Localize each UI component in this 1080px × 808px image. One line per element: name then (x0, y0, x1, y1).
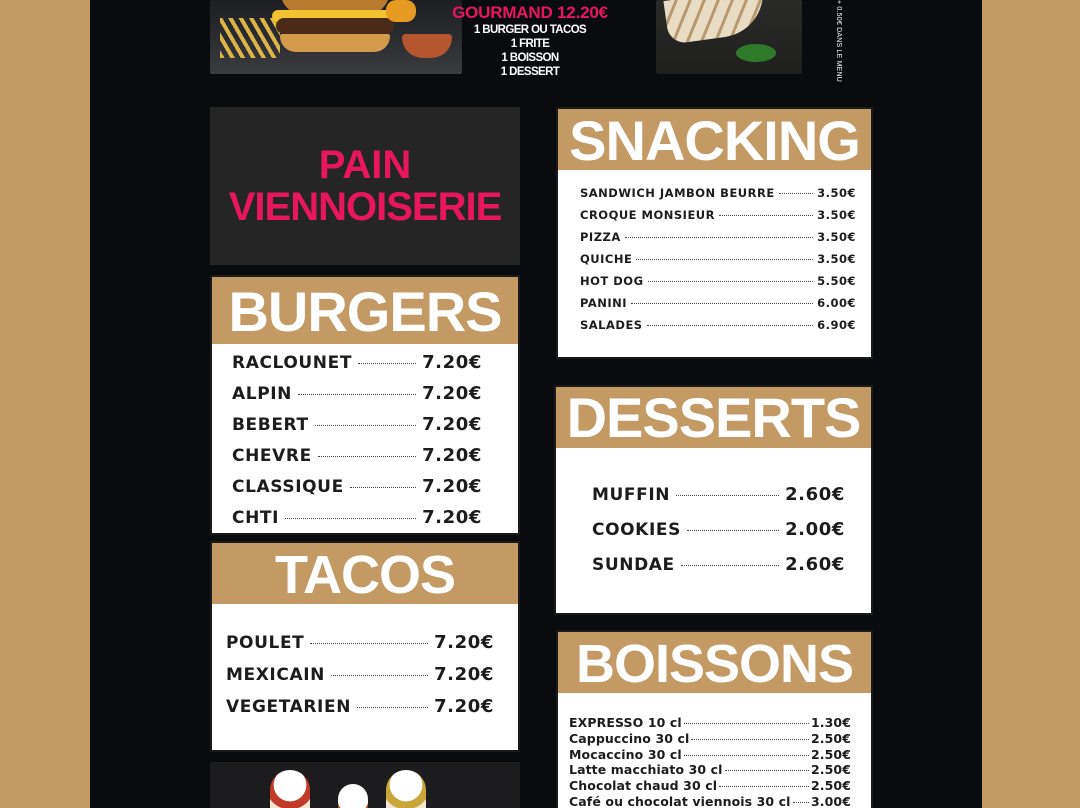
item-price: 3.00€ (810, 793, 851, 808)
leader-dots (350, 487, 416, 488)
desserts-title: DESSERTS (556, 387, 871, 448)
item-price: 2.50€ (810, 778, 851, 794)
tacos-item (226, 696, 494, 728)
item-price: 3.50€ (817, 252, 856, 266)
snacking-title: SNACKING (558, 109, 871, 170)
item-name: RACLOUNET (232, 353, 353, 373)
snacking-card (556, 107, 873, 359)
leader-dots (684, 755, 809, 756)
burgers-item (232, 352, 482, 383)
promo-line: 1 FRITE (510, 38, 550, 50)
leader-dots (681, 565, 779, 566)
leader-dots (779, 193, 813, 194)
leader-dots (631, 303, 813, 304)
side-note: + 0.50€ DANS LE MENU (835, 0, 842, 83)
boissons-item (569, 715, 851, 731)
viennoiserie-title: VIENNOISERIE (228, 185, 502, 229)
promo-title: GOURMAND 12.20€ (452, 3, 608, 22)
item-name: SANDWICH JAMBON BEURRE (580, 186, 775, 200)
leader-dots (285, 518, 416, 519)
item-price: 7.20€ (422, 414, 482, 435)
item-price: 7.20€ (422, 383, 482, 404)
leader-dots (647, 325, 814, 326)
menu-board (90, 0, 982, 808)
item-price: 7.20€ (434, 664, 494, 685)
item-name: COOKIES (592, 520, 681, 540)
item-price: 7.20€ (422, 476, 482, 497)
item-name: POULET (226, 633, 305, 653)
desserts-item (592, 519, 845, 554)
item-name: Cappuccino 30 cl (569, 730, 690, 746)
leader-dots (793, 802, 809, 803)
promo-offer (430, 0, 630, 79)
item-price: 3.50€ (817, 230, 856, 244)
leader-dots (318, 456, 416, 457)
burgers-item (232, 414, 482, 445)
item-name: MEXICAIN (226, 665, 325, 685)
boissons-item (569, 762, 851, 778)
item-price: 2.50€ (810, 730, 851, 746)
item-price: 5.50€ (817, 274, 856, 288)
item-price: 2.60€ (785, 484, 845, 505)
item-price: 7.20€ (422, 352, 482, 373)
leader-dots (691, 739, 809, 740)
snacking-item (580, 186, 856, 208)
item-name: SALADES (580, 318, 643, 332)
boissons-item (569, 731, 851, 747)
leader-dots (331, 675, 428, 676)
leader-dots (315, 425, 416, 426)
wrap-photo (656, 0, 802, 74)
leader-dots (719, 786, 809, 787)
snacking-item (580, 208, 856, 230)
item-price: 3.50€ (817, 186, 856, 200)
item-price: 6.90€ (817, 318, 856, 332)
leader-dots (636, 259, 813, 260)
pain-title: PAIN (318, 143, 412, 187)
snacking-item (580, 318, 856, 340)
item-price: 2.50€ (810, 762, 851, 778)
item-price: 7.20€ (422, 445, 482, 466)
item-name: BEBERT (232, 415, 309, 435)
boissons-item (569, 794, 851, 808)
item-name: Latte macchiato 30 cl (569, 762, 723, 778)
burgers-card (210, 275, 520, 535)
boissons-item (569, 778, 851, 794)
item-name: VEGETARIEN (226, 697, 352, 717)
item-name: CHTI (232, 508, 280, 528)
item-price: 1.30€ (810, 715, 851, 730)
item-name: CHEVRE (232, 446, 312, 466)
burgers-title: BURGERS (212, 277, 518, 344)
item-name: MUFFIN (592, 485, 671, 505)
leader-dots (625, 237, 813, 238)
leader-dots (676, 495, 779, 496)
burgers-item (232, 383, 482, 414)
leader-dots (358, 363, 416, 364)
tacos-item (226, 664, 494, 696)
item-name: EXPRESSO 10 cl (569, 715, 682, 730)
boissons-item (569, 747, 851, 763)
burgers-item (232, 476, 482, 507)
tacos-card (210, 541, 520, 752)
desserts-card (554, 385, 873, 615)
item-name: HOT DOG (580, 274, 644, 288)
leader-dots (357, 707, 428, 708)
leader-dots (648, 281, 814, 282)
burger-photo (210, 0, 462, 74)
tacos-item (226, 632, 494, 664)
snacking-item (580, 296, 856, 318)
item-name: Chocolat chaud 30 cl (569, 778, 718, 794)
item-price: 2.60€ (785, 554, 845, 575)
item-price: 7.20€ (422, 507, 482, 528)
promo-line: 1 BURGER OU TACOS (473, 24, 587, 36)
item-price: 2.50€ (810, 746, 851, 762)
item-price: 2.00€ (785, 519, 845, 540)
item-name: Café ou chocolat viennois 30 cl (569, 793, 791, 808)
leader-dots (719, 215, 813, 216)
burgers-item (232, 507, 482, 538)
item-price: 7.20€ (434, 696, 494, 717)
boissons-card (556, 630, 873, 808)
item-name: SUNDAE (592, 555, 675, 575)
item-name: ALPIN (232, 384, 293, 404)
promo-line: 1 BOISSON (501, 52, 559, 64)
item-name: QUICHE (580, 252, 633, 266)
desserts-item (592, 554, 845, 589)
ice-cream-photo (210, 762, 520, 808)
snacking-item (580, 252, 856, 274)
item-price: 3.50€ (817, 208, 856, 222)
leader-dots (725, 770, 809, 771)
leader-dots (687, 530, 779, 531)
item-name: Mocaccino 30 cl (569, 746, 682, 762)
boissons-title: BOISSONS (558, 632, 871, 693)
item-name: PANINI (580, 296, 628, 310)
snacking-item (580, 274, 856, 296)
item-price: 7.20€ (434, 632, 494, 653)
leader-dots (298, 394, 416, 395)
item-name: CLASSIQUE (232, 477, 344, 497)
desserts-item (592, 484, 845, 519)
burgers-item (232, 445, 482, 476)
item-name: PIZZA (580, 230, 621, 244)
tacos-title: TACOS (212, 543, 518, 604)
item-name: CROQUE MONSIEUR (580, 208, 715, 222)
item-price: 6.00€ (817, 296, 856, 310)
pain-viennoiserie-panel (210, 107, 520, 265)
snacking-item (580, 230, 856, 252)
promo-line: 1 DESSERT (500, 66, 560, 78)
leader-dots (310, 643, 428, 644)
leader-dots (684, 723, 809, 724)
